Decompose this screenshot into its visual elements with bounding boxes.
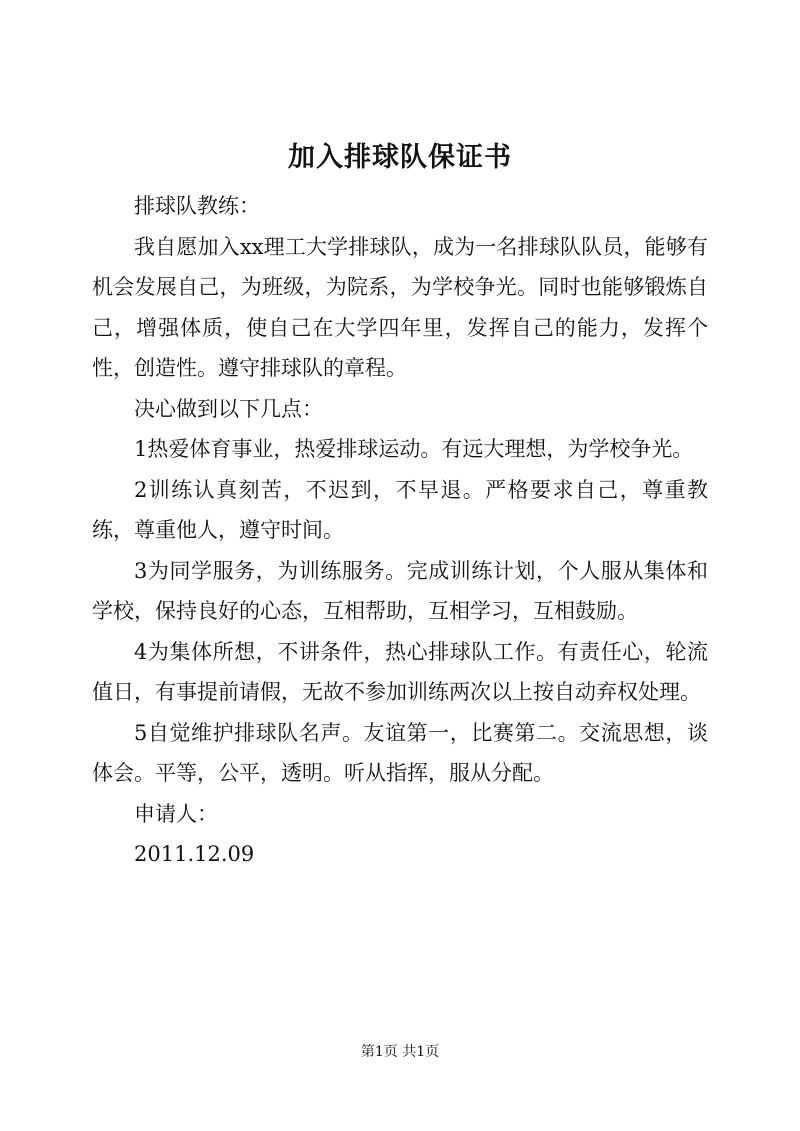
document-date: 2011.12.09 <box>134 842 255 866</box>
document-title: 加入排球队保证书 <box>288 142 512 173</box>
paragraph-intro: 我自愿加入xx理工大学排球队，成为一名排球队队员，能够有机会发展自己，为班级，为院系，为学校争光。同时也能够锻炼自己，增强体质，使自己在大学四年里，发挥自己的能力，发挥个性，创造性。遵守排球队的章程。 <box>92 234 708 380</box>
salutation: 排球队教练： <box>134 194 260 218</box>
paragraph-point-1: 1热爱体育事业，热爱排球运动。有远大理想，为学校争光。 <box>134 437 694 461</box>
paragraph-resolve-heading: 决心做到以下几点： <box>134 396 323 421</box>
applicant-label: 申请人： <box>134 801 218 826</box>
paragraph-point-4: 4为集体所想，不讲条件，热心排球队工作。有责任心，轮流值日，有事提前请假，无故不参加训练两次以上按自动弃权处理。 <box>92 639 708 704</box>
paragraph-point-2: 2训练认真刻苦，不迟到，不早退。严格要求自己，尊重教练，尊重他人，遵守时间。 <box>92 477 708 542</box>
document-body <box>92 186 708 875</box>
paragraph-point-3: 3为同学服务，为训练服务。完成训练计划，个人服从集体和学校，保持良好的心态，互相帮助，互相学习，互相鼓励。 <box>92 558 708 623</box>
page-footer: 第1页 共1页 <box>360 1044 440 1060</box>
paragraph-point-5: 5自觉维护排球队名声。友谊第一，比赛第二。交流思想，谈体会。平等，公平，透明。听从指挥，服从分配。 <box>92 720 708 785</box>
